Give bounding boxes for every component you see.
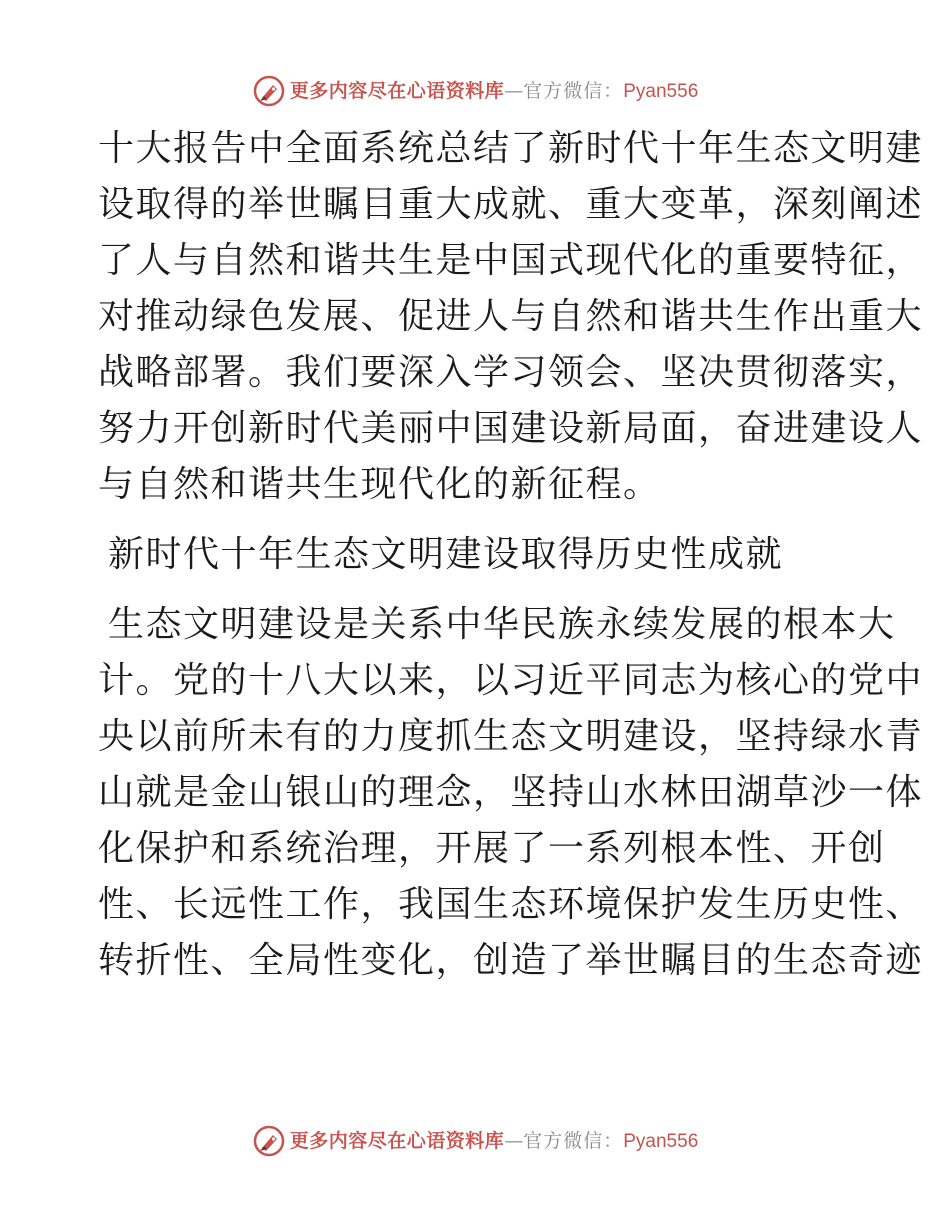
paragraph-line: 央以前所未有的力度抓生态文明建设，坚持绿水青 — [98, 716, 924, 757]
paragraph-line: 性、长远性工作，我国生态环境保护发生历史性、 — [98, 884, 924, 925]
watermark-brand: 更多内容尽在心语资料库 — [289, 1129, 505, 1152]
watermark-label: 官方微信： — [523, 1129, 624, 1152]
paragraph-gap — [98, 513, 858, 527]
paragraph-line: 设取得的举世瞩目重大成就、重大变革，深刻阐述 — [98, 184, 924, 225]
paragraph-1 — [98, 121, 924, 513]
watermark-wechat-id: Pyan556 — [623, 80, 699, 102]
paragraph-gap — [98, 583, 858, 597]
watermark-label: 官方微信： — [523, 79, 624, 102]
paragraph-line: 与自然和谐共生现代化的新征程。 — [98, 464, 661, 505]
paragraph-line: 转折性、全局性变化，创造了举世瞩目的生态奇迹 — [98, 940, 924, 981]
watermark-wechat-id: Pyan556 — [623, 1130, 699, 1152]
paragraph-line: 战略部署。我们要深入学习领会、坚决贯彻落实， — [98, 352, 924, 393]
paragraph-line: 化保护和系统治理，开展了一系列根本性、开创 — [98, 828, 886, 869]
section-heading: 新时代十年生态文明建设取得历史性成就 — [108, 534, 784, 575]
watermark-brand: 更多内容尽在心语资料库 — [289, 79, 505, 102]
paragraph-line: 计。党的十八大以来，以习近平同志为核心的党中 — [98, 660, 924, 701]
header-watermark — [0, 71, 950, 111]
paragraph-line: 努力开创新时代美丽中国建设新局面，奋进建设人 — [98, 408, 924, 449]
footer-watermark — [0, 1121, 950, 1161]
paragraph-line: 山就是金山银山的理念，坚持山水林田湖草沙一体 — [98, 772, 924, 813]
paragraph-line: 对推动绿色发展、促进人与自然和谐共生作出重大 — [98, 296, 924, 337]
watermark-dash: — — [504, 79, 524, 102]
paragraph-line: 十大报告中全面系统总结了新时代十年生态文明建 — [98, 128, 924, 169]
paragraph-line: 生态文明建设是关系中华民族永续发展的根本大 — [108, 604, 896, 645]
document-body — [98, 121, 924, 989]
pen-nib-logo-icon — [252, 74, 286, 108]
paragraph-2 — [98, 597, 924, 989]
watermark-dash: — — [504, 1129, 524, 1152]
paragraph-line: 了人与自然和谐共生是中国式现代化的重要特征， — [98, 240, 924, 281]
pen-nib-logo-icon — [252, 1124, 286, 1158]
